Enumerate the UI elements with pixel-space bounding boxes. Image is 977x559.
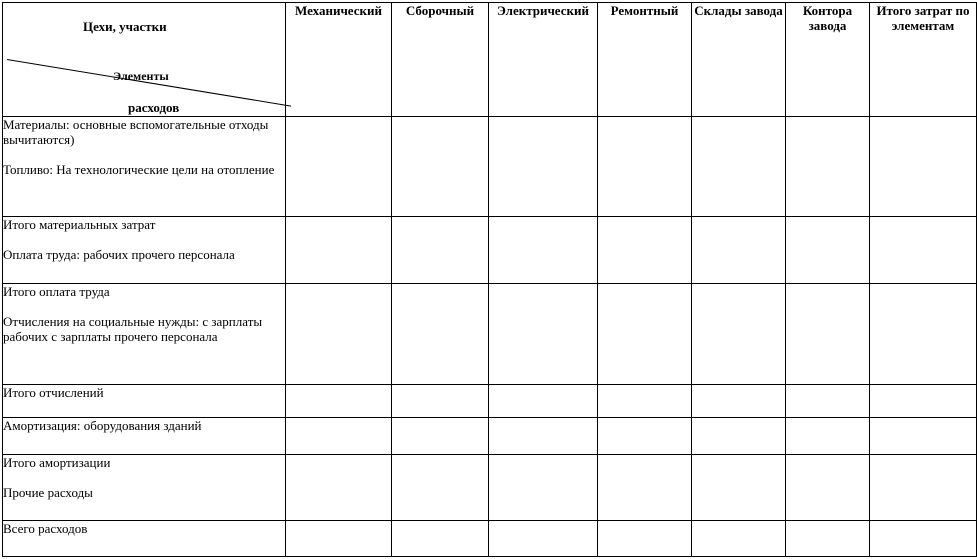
value-cell[interactable] (392, 418, 489, 455)
value-cell[interactable] (598, 284, 692, 385)
value-cell[interactable] (598, 521, 692, 557)
value-cell[interactable] (598, 455, 692, 521)
row-label-line: Отчисления на социальные нужды: с зарплаты рабочих с зарплаты прочего персонала (3, 314, 263, 344)
value-cell[interactable] (598, 418, 692, 455)
row-label-cell (3, 418, 286, 455)
value-cell[interactable] (692, 521, 786, 557)
value-cell[interactable] (598, 385, 692, 418)
corner-top-label: Цехи, участки (83, 19, 167, 34)
value-cell[interactable] (786, 418, 870, 455)
column-header: Ремонтный (598, 3, 692, 117)
column-header: Итого затрат по элементам (870, 3, 977, 117)
header-row (3, 3, 977, 117)
value-cell[interactable] (692, 455, 786, 521)
value-cell[interactable] (598, 117, 692, 217)
row-label-cell (3, 217, 286, 284)
table-row (3, 385, 977, 418)
value-cell[interactable] (392, 385, 489, 418)
table-body (3, 117, 977, 557)
value-cell[interactable] (392, 217, 489, 284)
value-cell[interactable] (870, 284, 977, 385)
value-cell[interactable] (489, 217, 598, 284)
value-cell[interactable] (489, 117, 598, 217)
value-cell[interactable] (286, 418, 392, 455)
cost-elements-table (2, 2, 977, 557)
value-cell[interactable] (870, 455, 977, 521)
value-cell[interactable] (786, 455, 870, 521)
column-header: Механический (286, 3, 392, 117)
corner-middle-label: Элементы (113, 69, 169, 83)
row-label-cell (3, 521, 286, 557)
value-cell[interactable] (692, 217, 786, 284)
row-label-line: Топливо: На технологические цели на отопление (3, 162, 275, 177)
table-row (3, 455, 977, 521)
table-row (3, 521, 977, 557)
row-label-line: Итого материальных затрат (3, 217, 156, 232)
value-cell[interactable] (786, 284, 870, 385)
column-header: Склады завода (692, 3, 786, 117)
value-cell[interactable] (786, 521, 870, 557)
value-cell[interactable] (692, 385, 786, 418)
value-cell[interactable] (870, 117, 977, 217)
row-label-line: Итого амортизации (3, 455, 111, 470)
row-label-cell (3, 385, 286, 418)
value-cell[interactable] (489, 385, 598, 418)
value-cell[interactable] (870, 521, 977, 557)
value-cell[interactable] (489, 284, 598, 385)
value-cell[interactable] (286, 521, 392, 557)
value-cell[interactable] (392, 455, 489, 521)
column-header: Контора завода (786, 3, 870, 117)
value-cell[interactable] (598, 217, 692, 284)
row-label-line: Итого оплата труда (3, 284, 110, 299)
table-row (3, 117, 977, 217)
value-cell[interactable] (392, 521, 489, 557)
value-cell[interactable] (786, 385, 870, 418)
row-label-line: Итого отчислений (3, 385, 104, 400)
value-cell[interactable] (692, 418, 786, 455)
value-cell[interactable] (692, 117, 786, 217)
table-row (3, 217, 977, 284)
value-cell[interactable] (870, 385, 977, 418)
value-cell[interactable] (392, 117, 489, 217)
row-label-cell (3, 284, 286, 385)
row-label-line: Прочие расходы (3, 485, 93, 500)
value-cell[interactable] (286, 117, 392, 217)
table-row (3, 284, 977, 385)
value-cell[interactable] (489, 455, 598, 521)
column-header: Сборочный (392, 3, 489, 117)
value-cell[interactable] (692, 284, 786, 385)
row-label-line: Амортизация: оборудования зданий (3, 418, 202, 433)
column-header: Электрический (489, 3, 598, 117)
row-label-line: Оплата труда: рабочих прочего персонала (3, 247, 235, 262)
value-cell[interactable] (286, 455, 392, 521)
table-row (3, 418, 977, 455)
value-cell[interactable] (870, 418, 977, 455)
value-cell[interactable] (392, 284, 489, 385)
row-label-cell (3, 117, 286, 217)
value-cell[interactable] (870, 217, 977, 284)
value-cell[interactable] (286, 284, 392, 385)
value-cell[interactable] (286, 385, 392, 418)
value-cell[interactable] (489, 418, 598, 455)
row-label-cell (3, 455, 286, 521)
corner-header-cell (3, 3, 286, 117)
value-cell[interactable] (786, 117, 870, 217)
value-cell[interactable] (286, 217, 392, 284)
value-cell[interactable] (489, 521, 598, 557)
value-cell[interactable] (786, 217, 870, 284)
row-label-line: Материалы: основные вспомогательные отходы вычитаются) (3, 117, 269, 147)
corner-bottom-label: расходов (128, 100, 180, 115)
row-label-line: Всего расходов (3, 521, 88, 536)
